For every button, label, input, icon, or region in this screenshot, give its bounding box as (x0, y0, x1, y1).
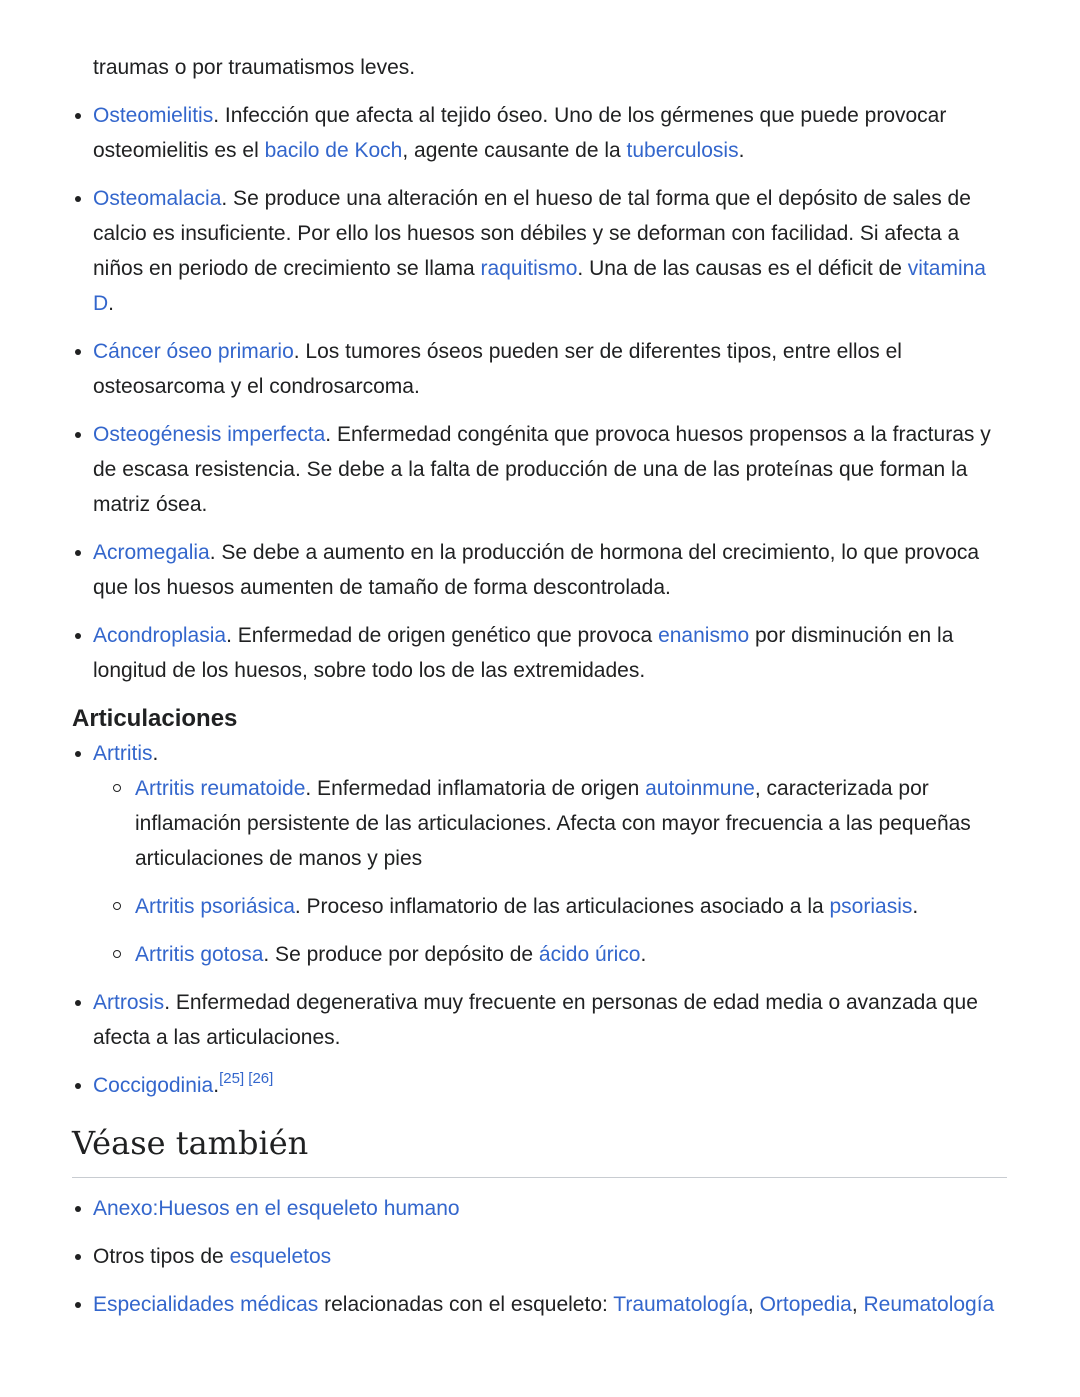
wiki-link[interactable]: enanismo (658, 624, 750, 647)
list-item (93, 98, 1007, 168)
list-item (93, 334, 1007, 404)
text: por disminución en la longitud de los huesos, sobre todo los de las extremidades. (93, 624, 954, 682)
text: . Se debe a aumento en la producción de hormona del crecimiento, lo que provoca que los huesos aumenten de tamaño de forma descontrolada. (93, 541, 980, 599)
list-item (93, 535, 1007, 605)
text: . (738, 139, 745, 162)
wiki-link[interactable]: Osteomielitis (93, 104, 214, 127)
text: . Enfermedad congénita que provoca huesos propensos a la fracturas y de escasa resistencia. Se debe a la falta de producción de una de las proteínas que forman la matriz ósea. (93, 423, 991, 516)
list-item (93, 1287, 1007, 1322)
wiki-link[interactable]: Ortopedia (759, 1293, 852, 1316)
list-item (93, 1191, 1007, 1226)
wiki-link[interactable]: vitamina D (93, 257, 986, 315)
text: traumas o por traumatismos leves. (93, 56, 416, 79)
wiki-link[interactable]: autoinmune (645, 777, 755, 800)
citation (248, 1070, 273, 1087)
text: . Los tumores óseos pueden ser de diferentes tipos, entre ellos el osteosarcoma y el condrosarcoma. (93, 340, 902, 398)
text: . Se produce una alteración en el hueso de tal forma que el depósito de sales de calcio es insuficiente. Por ello los huesos son débiles y se deforman con facilidad. Si afecta a niños en periodo de crecimiento se llama (93, 187, 971, 280)
text: . (640, 943, 647, 966)
wiki-link[interactable]: Acromegalia (93, 541, 210, 564)
list-item (93, 618, 1007, 688)
text: , (747, 1293, 760, 1316)
list-item-artritis (93, 736, 1007, 972)
wiki-link[interactable]: tuberculosis (626, 139, 739, 162)
list-item (93, 1068, 1007, 1103)
list-item (135, 889, 1007, 924)
wiki-link[interactable]: Artritis gotosa (135, 943, 264, 966)
section-heading-articulaciones: Articulaciones (72, 705, 238, 732)
text: . Enfermedad degenerativa muy frecuente en personas de edad media o avanzada que afecta a las articulaciones. (93, 991, 978, 1049)
artritis-sublist (93, 771, 1007, 972)
wiki-link[interactable]: Acondroplasia (93, 624, 227, 647)
list-item (93, 1239, 1007, 1274)
wiki-link[interactable]: esqueletos (229, 1245, 332, 1268)
wiki-link[interactable]: psoriasis (829, 895, 913, 918)
text: . Una de las causas es el déficit de (577, 257, 908, 280)
wiki-link[interactable]: Artrosis (93, 991, 165, 1014)
reference-link[interactable]: [25] (219, 1070, 245, 1087)
joint-diseases-list (72, 736, 1007, 972)
wiki-link[interactable]: ácido úrico (538, 943, 641, 966)
wiki-link[interactable]: Reumatología (863, 1293, 995, 1316)
citation (219, 1070, 244, 1087)
list-item (93, 985, 1007, 1055)
text: . (152, 742, 159, 765)
article-content (72, 50, 1007, 1322)
list-item (135, 771, 1007, 876)
list-item (93, 417, 1007, 522)
text: , agente causante de la (402, 139, 627, 162)
wiki-link[interactable]: Osteomalacia (93, 187, 222, 210)
text: . (912, 895, 919, 918)
wiki-link[interactable]: Traumatología (613, 1293, 748, 1316)
text: . Enfermedad de origen genético que provoca (226, 624, 659, 647)
list-item (135, 937, 1007, 972)
wiki-link[interactable]: Especialidades médicas (93, 1293, 319, 1316)
see-also-list (72, 1191, 1007, 1322)
list-item (93, 181, 1007, 321)
text: relacionadas con el esqueleto: (318, 1293, 614, 1316)
wiki-link[interactable]: Osteogénesis imperfecta (93, 423, 326, 446)
text: . Se produce por depósito de (263, 943, 539, 966)
wiki-link[interactable]: raquitismo (480, 257, 578, 280)
wiki-link[interactable]: Cáncer óseo primario (93, 340, 294, 363)
reference-link[interactable]: [26] (248, 1070, 274, 1087)
text: . Infección que afecta al tejido óseo. Uno de los gérmenes que puede provocar osteomielitis es el (93, 104, 947, 162)
wiki-link[interactable]: Artritis reumatoide (135, 777, 306, 800)
paragraph-continuation (93, 50, 1007, 85)
text: . (108, 292, 115, 315)
text: . Enfermedad inflamatoria de origen (305, 777, 646, 800)
bone-diseases-list (72, 98, 1007, 688)
wiki-link[interactable]: Artritis psoriásica (135, 895, 295, 918)
joint-diseases-list-rest (72, 985, 1007, 1103)
text: . (213, 1074, 220, 1097)
wiki-link[interactable]: bacilo de Koch (264, 139, 403, 162)
text: Otros tipos de (93, 1245, 230, 1268)
text: . Proceso inflamatorio de las articulaciones asociado a la (294, 895, 830, 918)
text: , (851, 1293, 864, 1316)
text: , caracterizada por inflamación persistente de las articulaciones. Afecta con mayor frecuencia a las pequeñas articulaciones de manos y pies (135, 777, 971, 870)
section-heading-vease-tambien: Véase también (72, 1121, 1007, 1178)
wiki-link[interactable]: Coccigodinia (93, 1074, 214, 1097)
wiki-link[interactable]: Anexo:Huesos en el esqueleto humano (93, 1197, 460, 1220)
wiki-link[interactable]: Artritis (93, 742, 153, 765)
